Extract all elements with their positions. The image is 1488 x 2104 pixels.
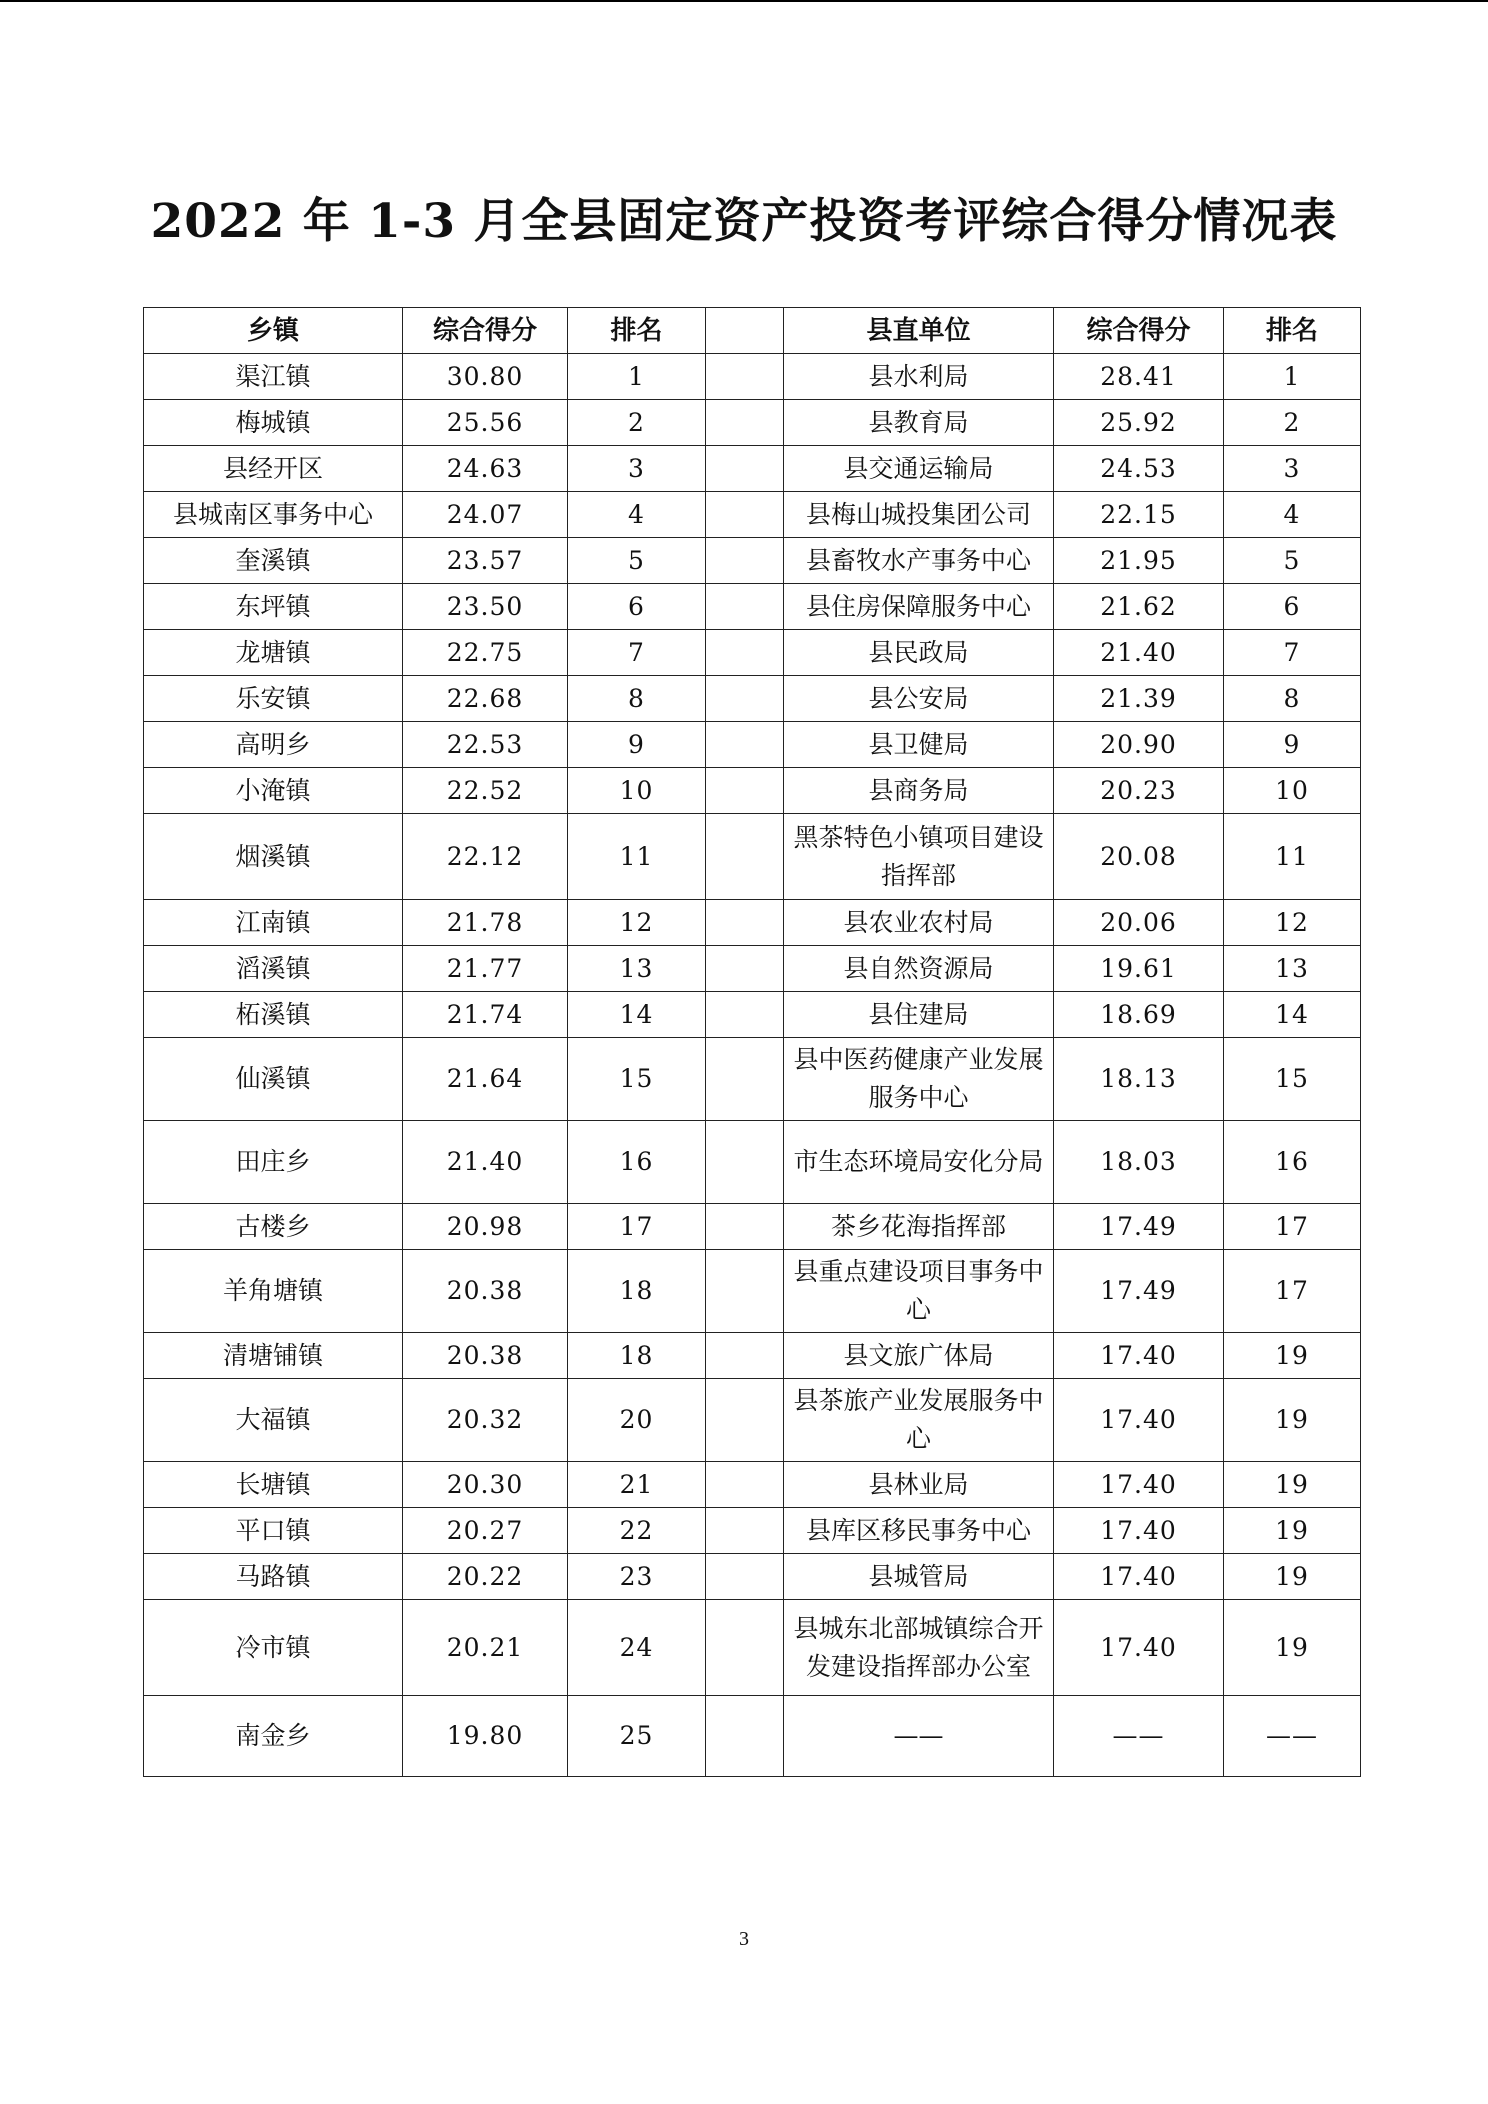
gap-cell [706,1696,784,1777]
unit-name-cell: 县林业局 [784,1462,1054,1508]
town-name-cell: 羊角塘镇 [144,1250,403,1333]
town-rank-cell: 18 [568,1333,706,1379]
unit-name-line: 县重点建设项目事务中 [793,1257,1044,1286]
table-row [144,768,1361,814]
gap-cell [706,1554,784,1600]
town-name-cell: 烟溪镇 [144,814,403,900]
unit-score-cell: 17.40 [1054,1554,1224,1600]
unit-score-cell: 18.03 [1054,1121,1224,1204]
header-unit: 县直单位 [784,308,1054,354]
town-rank-cell: 8 [568,676,706,722]
header-row [144,308,1361,354]
gap-cell [706,1038,784,1121]
unit-name-line: 心 [905,1424,931,1453]
gap-cell [706,900,784,946]
unit-rank-cell: 6 [1224,584,1361,630]
town-name-cell: 龙塘镇 [144,630,403,676]
unit-name-cell: 县住建局 [784,992,1054,1038]
gap-cell [706,676,784,722]
town-name-cell: 清塘铺镇 [144,1333,403,1379]
unit-name-cell: —— [784,1696,1054,1777]
unit-score-cell: 22.15 [1054,492,1224,538]
town-rank-cell: 4 [568,492,706,538]
header-town: 乡镇 [144,308,403,354]
town-name-cell: 渠江镇 [144,354,403,400]
unit-score-cell: 17.40 [1054,1379,1224,1462]
table-row [144,1696,1361,1777]
town-score-cell: 21.78 [403,900,568,946]
town-name-cell: 乐安镇 [144,676,403,722]
unit-score-cell: 18.69 [1054,992,1224,1038]
unit-rank-cell: 14 [1224,992,1361,1038]
unit-score-cell: 17.40 [1054,1462,1224,1508]
unit-rank-cell: 19 [1224,1379,1361,1462]
unit-rank-cell: 7 [1224,630,1361,676]
table-row [144,400,1361,446]
unit-score-cell: 19.61 [1054,946,1224,992]
town-name-cell: 县经开区 [144,446,403,492]
gap-cell [706,354,784,400]
town-score-cell: 24.07 [403,492,568,538]
town-name-cell: 江南镇 [144,900,403,946]
unit-name-cell: 县民政局 [784,630,1054,676]
unit-rank-cell: 1 [1224,354,1361,400]
unit-name-line: 黑茶特色小镇项目建设 [793,822,1044,852]
town-score-cell: 30.80 [403,354,568,400]
unit-name-line: 县城东北部城镇综合开 [793,1613,1044,1643]
town-rank-cell: 2 [568,400,706,446]
unit-rank-cell: 17 [1224,1250,1361,1333]
town-name-cell: 高明乡 [144,722,403,768]
unit-score-cell: 24.53 [1054,446,1224,492]
gap-cell [706,722,784,768]
unit-name-cell: 县教育局 [784,400,1054,446]
table-row [144,446,1361,492]
town-score-cell: 22.52 [403,768,568,814]
table-row [144,1204,1361,1250]
unit-rank-cell: 19 [1224,1333,1361,1379]
gap-cell [706,492,784,538]
town-rank-cell: 14 [568,992,706,1038]
page-number: 3 [739,1928,749,1950]
gap-cell [706,400,784,446]
table-row [144,1038,1361,1121]
unit-name-cell: 茶乡花海指挥部 [784,1204,1054,1250]
town-name-cell: 大福镇 [144,1379,403,1462]
town-rank-cell: 3 [568,446,706,492]
town-score-cell: 22.75 [403,630,568,676]
town-score-cell: 24.63 [403,446,568,492]
unit-name-line: 发建设指挥部办公室 [805,1651,1031,1681]
table-row [144,992,1361,1038]
gap-cell [706,1250,784,1333]
town-name-cell: 奎溪镇 [144,538,403,584]
table-row [144,538,1361,584]
town-score-cell: 21.77 [403,946,568,992]
town-score-cell: 19.80 [403,1696,568,1777]
town-rank-cell: 15 [568,1038,706,1121]
page-title: 2022 年 1-3 月全县固定资产投资考评综合得分情况表 [150,194,1338,249]
town-name-cell: 冷市镇 [144,1600,403,1696]
unit-name-cell: 县水利局 [784,354,1054,400]
town-score-cell: 20.27 [403,1508,568,1554]
unit-score-cell: 17.40 [1054,1600,1224,1696]
unit-name-cell: 县梅山城投集团公司 [784,492,1054,538]
town-name-cell: 古楼乡 [144,1204,403,1250]
table-row [144,814,1361,900]
gap-cell [706,1462,784,1508]
town-rank-cell: 20 [568,1379,706,1462]
unit-rank-cell: 19 [1224,1600,1361,1696]
unit-rank-cell: 11 [1224,814,1361,900]
town-name-cell: 南金乡 [144,1696,403,1777]
table-body [144,354,1361,1777]
unit-rank-cell: 19 [1224,1554,1361,1600]
header-town-rank: 排名 [568,308,706,354]
header-unit-rank: 排名 [1224,308,1361,354]
unit-score-cell: 21.62 [1054,584,1224,630]
unit-name-cell: 县农业农村局 [784,900,1054,946]
town-score-cell: 20.98 [403,1204,568,1250]
gap-cell [706,630,784,676]
unit-rank-cell: 4 [1224,492,1361,538]
table-row [144,492,1361,538]
unit-name-cell: 县商务局 [784,768,1054,814]
gap-cell [706,584,784,630]
town-rank-cell: 1 [568,354,706,400]
town-rank-cell: 16 [568,1121,706,1204]
unit-score-cell: 17.40 [1054,1333,1224,1379]
unit-rank-cell: 5 [1224,538,1361,584]
unit-name-cell: 县畜牧水产事务中心 [784,538,1054,584]
unit-score-cell: 20.23 [1054,768,1224,814]
town-rank-cell: 13 [568,946,706,992]
town-rank-cell: 17 [568,1204,706,1250]
town-score-cell: 23.50 [403,584,568,630]
unit-name-line: 县茶旅产业发展服务中 [793,1386,1044,1415]
table-row [144,1379,1361,1462]
unit-name-cell: 县卫健局 [784,722,1054,768]
town-rank-cell: 12 [568,900,706,946]
town-name-cell: 田庄乡 [144,1121,403,1204]
town-score-cell: 21.64 [403,1038,568,1121]
town-score-cell: 20.22 [403,1554,568,1600]
town-score-cell: 20.38 [403,1250,568,1333]
town-score-cell: 20.32 [403,1379,568,1462]
table-row [144,946,1361,992]
town-score-cell: 22.68 [403,676,568,722]
unit-score-cell: —— [1054,1696,1224,1777]
unit-rank-cell: 12 [1224,900,1361,946]
unit-name-line: 服务中心 [868,1083,969,1112]
town-rank-cell: 9 [568,722,706,768]
town-name-cell: 平口镇 [144,1508,403,1554]
unit-rank-cell: 2 [1224,400,1361,446]
unit-score-cell: 17.40 [1054,1508,1224,1554]
town-score-cell: 25.56 [403,400,568,446]
gap-cell [706,1333,784,1379]
town-score-cell: 20.21 [403,1600,568,1696]
town-name-cell: 仙溪镇 [144,1038,403,1121]
unit-score-cell: 20.06 [1054,900,1224,946]
gap-cell [706,1121,784,1204]
unit-name-line: 县中医药健康产业发展 [793,1045,1044,1074]
gap-cell [706,1379,784,1462]
gap-cell [706,814,784,900]
unit-name-cell [784,1038,1054,1121]
town-score-cell: 20.38 [403,1333,568,1379]
gap-cell [706,946,784,992]
unit-score-cell: 28.41 [1054,354,1224,400]
unit-rank-cell: 10 [1224,768,1361,814]
unit-score-cell: 18.13 [1054,1038,1224,1121]
header-unit-score: 综合得分 [1054,308,1224,354]
table-row [144,354,1361,400]
town-score-cell: 21.74 [403,992,568,1038]
table-row [144,1121,1361,1204]
unit-name-cell [784,1600,1054,1696]
unit-name-cell [784,814,1054,900]
unit-name-line: 指挥部 [880,860,956,890]
table-row [144,1462,1361,1508]
unit-rank-cell: 13 [1224,946,1361,992]
town-rank-cell: 18 [568,1250,706,1333]
town-rank-cell: 22 [568,1508,706,1554]
header-gap [706,308,784,354]
unit-score-cell: 25.92 [1054,400,1224,446]
header-town-score: 综合得分 [403,308,568,354]
score-table [143,307,1361,1777]
table-row [144,1250,1361,1333]
unit-score-cell: 20.08 [1054,814,1224,900]
town-rank-cell: 10 [568,768,706,814]
town-rank-cell: 25 [568,1696,706,1777]
town-rank-cell: 5 [568,538,706,584]
town-name-cell: 柘溪镇 [144,992,403,1038]
town-rank-cell: 24 [568,1600,706,1696]
town-score-cell: 20.30 [403,1462,568,1508]
town-rank-cell: 6 [568,584,706,630]
table-row [144,1333,1361,1379]
table-row [144,676,1361,722]
table-row [144,630,1361,676]
town-name-cell: 马路镇 [144,1554,403,1600]
table-row [144,584,1361,630]
unit-name-cell: 县城管局 [784,1554,1054,1600]
unit-rank-cell: 19 [1224,1462,1361,1508]
unit-score-cell: 17.49 [1054,1250,1224,1333]
town-score-cell: 23.57 [403,538,568,584]
gap-cell [706,1204,784,1250]
unit-rank-cell: 8 [1224,676,1361,722]
town-name-cell: 东坪镇 [144,584,403,630]
town-name-cell: 长塘镇 [144,1462,403,1508]
unit-score-cell: 17.49 [1054,1204,1224,1250]
gap-cell [706,992,784,1038]
town-score-cell: 21.40 [403,1121,568,1204]
unit-name-line: 心 [905,1295,931,1324]
unit-rank-cell: 3 [1224,446,1361,492]
table-row [144,722,1361,768]
table-row [144,1600,1361,1696]
unit-name-cell: 县交通运输局 [784,446,1054,492]
table-row [144,1508,1361,1554]
unit-rank-cell: —— [1224,1696,1361,1777]
top-border-line [0,0,1488,2]
unit-rank-cell: 19 [1224,1508,1361,1554]
unit-name-cell: 县库区移民事务中心 [784,1508,1054,1554]
unit-score-cell: 21.95 [1054,538,1224,584]
table-row [144,1554,1361,1600]
unit-rank-cell: 16 [1224,1121,1361,1204]
gap-cell [706,1508,784,1554]
unit-rank-cell: 15 [1224,1038,1361,1121]
town-rank-cell: 21 [568,1462,706,1508]
unit-rank-cell: 9 [1224,722,1361,768]
unit-name-cell: 县公安局 [784,676,1054,722]
town-name-cell: 小淹镇 [144,768,403,814]
town-name-cell: 滔溪镇 [144,946,403,992]
gap-cell [706,538,784,584]
town-rank-cell: 11 [568,814,706,900]
unit-name-cell [784,1379,1054,1462]
unit-name-cell: 县文旅广体局 [784,1333,1054,1379]
gap-cell [706,446,784,492]
town-rank-cell: 7 [568,630,706,676]
unit-name-cell [784,1250,1054,1333]
unit-score-cell: 21.39 [1054,676,1224,722]
unit-name-cell: 县自然资源局 [784,946,1054,992]
town-name-cell: 梅城镇 [144,400,403,446]
unit-name-cell: 市生态环境局安化分局 [784,1121,1054,1204]
unit-score-cell: 21.40 [1054,630,1224,676]
town-rank-cell: 23 [568,1554,706,1600]
table-row [144,900,1361,946]
town-score-cell: 22.53 [403,722,568,768]
unit-name-cell: 县住房保障服务中心 [784,584,1054,630]
gap-cell [706,768,784,814]
unit-score-cell: 20.90 [1054,722,1224,768]
town-name-cell: 县城南区事务中心 [144,492,403,538]
unit-rank-cell: 17 [1224,1204,1361,1250]
town-score-cell: 22.12 [403,814,568,900]
gap-cell [706,1600,784,1696]
